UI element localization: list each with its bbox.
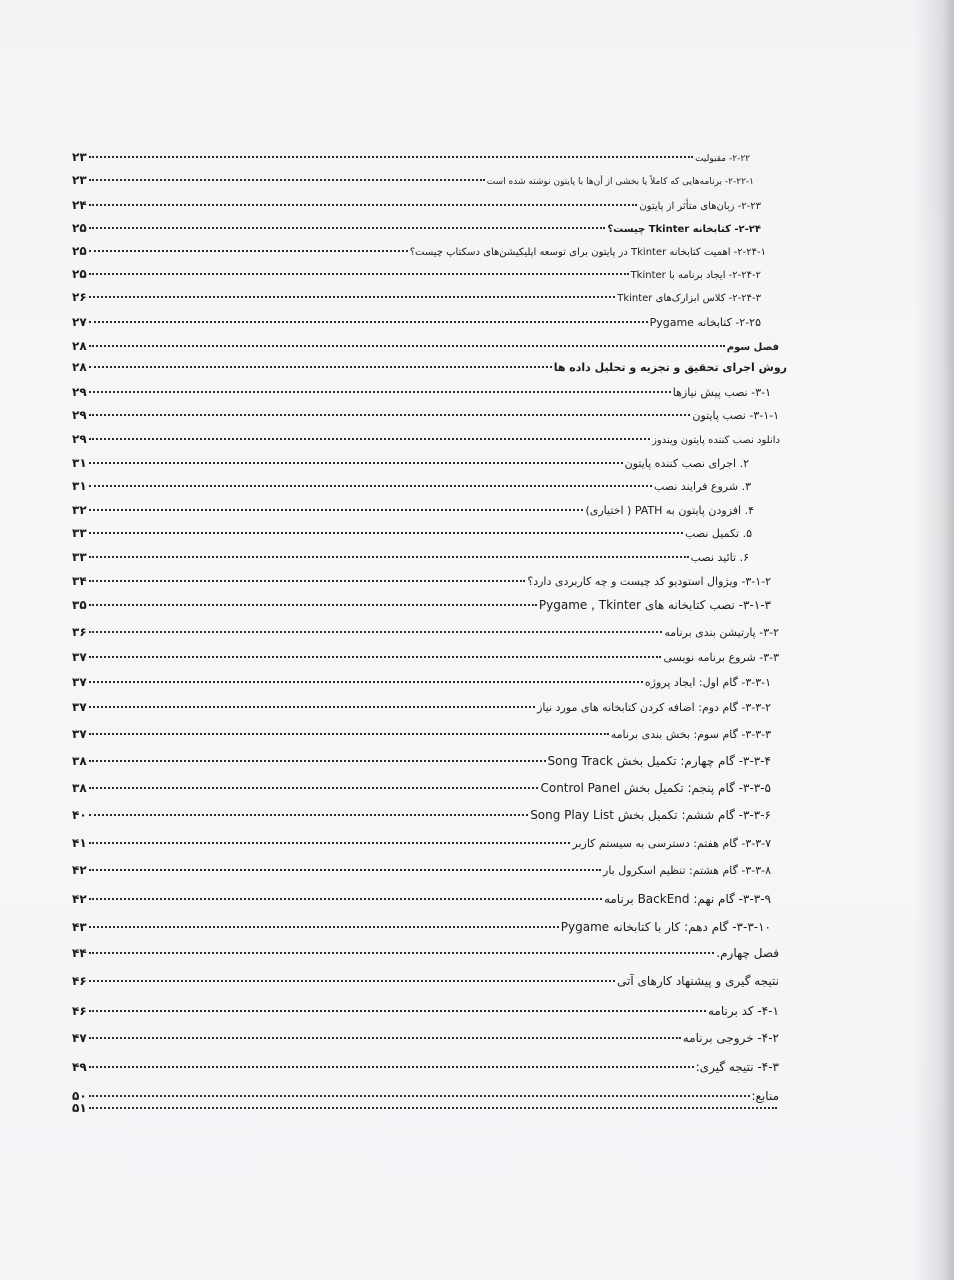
toc-leader-dots (89, 1095, 750, 1097)
toc-entry-title: ۳-۳-۱۰- گام دهم: کار با کتابخانه Pygame (560, 920, 771, 934)
toc-entry (72, 675, 771, 693)
toc-leader-dots (89, 156, 693, 158)
toc-page-number: ۳۸ (72, 754, 87, 768)
toc-entry (72, 598, 771, 616)
toc-entry (72, 198, 761, 216)
toc-entry (72, 267, 761, 285)
toc-leader-dots (89, 980, 615, 982)
toc-leader-dots (89, 681, 643, 683)
toc-entry-title: ۳-۳-۲- گام دوم: اضافه کردن کتابخانه های مورد نیاز (537, 701, 771, 714)
toc-leader-dots (89, 273, 629, 275)
toc-entry (72, 221, 761, 239)
toc-entry (72, 1101, 779, 1119)
toc-entry (72, 946, 779, 964)
toc-page-number: ۳۲ (72, 503, 87, 517)
toc-entry-title: ۲-۲۴- کتابخانه Tkinter چیست؟ (607, 224, 761, 235)
toc-entry (72, 727, 771, 745)
toc-leader-dots (89, 1107, 777, 1109)
toc-page-number: ۴۶ (72, 974, 87, 988)
toc-entry (72, 625, 779, 643)
toc-page-number: ۵۱ (72, 1101, 87, 1115)
toc-leader-dots (89, 926, 559, 928)
toc-page-number: ۴۹ (72, 1060, 87, 1074)
toc-leader-dots (89, 296, 616, 298)
toc-leader-dots (89, 1010, 706, 1012)
toc-entry-title: فصل سوم (726, 342, 779, 353)
toc-entry (72, 479, 751, 497)
toc-entry (72, 836, 771, 854)
toc-page-number: ۳۷ (72, 700, 87, 714)
toc-leader-dots (89, 250, 408, 252)
toc-page-number: ۲۹ (72, 385, 87, 399)
toc-entry-title: ۳. شروع فرایند نصب (653, 480, 751, 493)
toc-entry-title: ۲-۲۴-۱- اهمیت کتابخانه Tkinter در پایتون برای توسعه اپلیکیشن‌های دسکتاپ چیست؟ (409, 247, 766, 258)
toc-page-number: ۳۵ (72, 598, 87, 612)
toc-page-number: ۲۸ (72, 360, 87, 374)
toc-entry (72, 1060, 779, 1078)
toc-leader-dots (89, 414, 691, 416)
toc-leader-dots (89, 898, 602, 900)
toc-leader-dots (89, 869, 601, 871)
toc-page-number: ۲۸ (72, 339, 87, 353)
toc-leader-dots (89, 952, 715, 954)
toc-entry-title: ۳-۲- پارتیشن بندی برنامه (664, 626, 779, 639)
toc-entry (72, 574, 771, 592)
toc-leader-dots (89, 462, 623, 464)
toc-entry (72, 700, 771, 718)
toc-leader-dots (89, 509, 584, 511)
toc-page-number: ۲۶ (72, 290, 87, 304)
toc-entry-title: دانلود نصب کننده پایتون ویندوز (652, 435, 780, 446)
toc-page-number: ۲۴ (72, 198, 87, 212)
toc-page-number: ۴۷ (72, 1031, 87, 1045)
toc-page-number: ۲۳ (72, 173, 87, 187)
toc-page-number: ۴۱ (72, 836, 87, 850)
toc-page-number: ۳۷ (72, 650, 87, 664)
toc-entry-title: ۴. افزودن پایتون به PATH ( اختیاری) (585, 504, 754, 517)
toc-leader-dots (89, 760, 546, 762)
toc-page-number: ۴۶ (72, 1004, 87, 1018)
toc-page-number: ۳۸ (72, 781, 87, 795)
toc-entry-title: ۶. تائید نصب (690, 551, 749, 564)
toc-entry-title: فصل چهارم. (716, 946, 779, 960)
toc-entry-title: ۲-۲۵- کتابخانه Pygame (649, 316, 761, 329)
toc-leader-dots (89, 814, 529, 816)
toc-page-number: ۳۷ (72, 727, 87, 741)
toc-leader-dots (89, 227, 606, 229)
toc-leader-dots (89, 706, 535, 708)
toc-entry (72, 385, 771, 403)
toc-page-number: ۲۵ (72, 267, 87, 281)
toc-leader-dots (89, 631, 663, 633)
toc-entry (72, 754, 771, 772)
toc-entry (72, 290, 761, 308)
toc-page-number: ۴۰ (72, 808, 87, 822)
toc-entry-title: ۳-۳-۸- گام هشتم: تنظیم اسکرول بار (603, 864, 771, 877)
toc-leader-dots (89, 556, 689, 558)
toc-entry (72, 408, 779, 426)
toc-entry-title: ۳-۱- نصب پیش نیازها (672, 386, 771, 399)
toc-entry (72, 360, 787, 378)
toc-entry-title: ۳-۳-۳- گام سوم: بخش بندی برنامه (610, 728, 771, 741)
toc-page-number: ۳۶ (72, 625, 87, 639)
toc-leader-dots (89, 391, 671, 393)
toc-page-number: ۵۰ (72, 1089, 87, 1103)
toc-entry-title: ۴-۳- نتیجه گیری: (695, 1060, 779, 1074)
toc-leader-dots (89, 438, 650, 440)
toc-entry (72, 863, 771, 881)
toc-entry-title: ۳-۳-۹- گام نهم: BackEnd برنامه (603, 892, 771, 906)
toc-entry-title: ۳-۳- شروع برنامه نویسی (663, 651, 779, 664)
toc-entry (72, 150, 750, 168)
toc-leader-dots (89, 842, 571, 844)
toc-entry-title: ۳-۱-۲- ویژوال استودیو کد چیست و چه کاربردی دارد؟ (527, 575, 771, 588)
toc-entry (72, 550, 749, 568)
toc-entry-title: ۵. تکمیل نصب (685, 527, 752, 540)
toc-page-number: ۴۴ (72, 946, 87, 960)
toc-entry-title: ۳-۱-۳- نصب کتابخانه های Pygame , Tkinter (538, 598, 771, 612)
toc-page-number: ۳۴ (72, 574, 87, 588)
toc-entry (72, 503, 754, 521)
toc-page-number: ۴۲ (72, 892, 87, 906)
toc-entry (72, 650, 779, 668)
toc-leader-dots (89, 1066, 694, 1068)
toc-leader-dots (89, 345, 725, 347)
toc-leader-dots (89, 366, 552, 368)
toc-entry (72, 892, 771, 910)
toc-entry (72, 244, 766, 262)
toc-entry (72, 1031, 779, 1049)
toc-entry (72, 808, 771, 826)
toc-leader-dots (89, 532, 683, 534)
toc-entry (72, 781, 771, 799)
toc-page-number: ۴۲ (72, 863, 87, 877)
toc-entry (72, 920, 771, 938)
toc-page-number: ۳۷ (72, 675, 87, 689)
toc-entry (72, 1004, 779, 1022)
toc-entry-title: ۲-۲۲-۱- برنامه‌هایی که کاملاً یا بخشی از آن‌ها با پایتون نوشته شده است (486, 177, 754, 187)
toc-entry-title: ۳-۳-۶- گام ششم: تکمیل بخش Song Play List (530, 808, 771, 822)
toc-leader-dots (89, 485, 652, 487)
toc-entry-title: ۴-۲- خروجی برنامه (682, 1031, 779, 1045)
toc-entry-title: ۲-۲۳- زبان‌های متأثر از پایتون (639, 201, 761, 212)
toc-leader-dots (89, 733, 609, 735)
toc-page-number: ۲۹ (72, 408, 87, 422)
toc-entry (72, 339, 779, 357)
toc-entry-title: ۲. اجرای نصب کننده پایتون (624, 457, 749, 470)
toc-leader-dots (89, 604, 537, 606)
toc-entry-title: ۳-۳-۵- گام پنجم: تکمیل بخش Control Panel (540, 781, 771, 795)
toc-page-number: ۲۷ (72, 315, 87, 329)
toc-entry-title: منابع: (751, 1089, 779, 1103)
toc-page-number: ۳۳ (72, 526, 87, 540)
toc-page-number: ۳۱ (72, 456, 87, 470)
toc-entry-title: ۴-۱- کد برنامه (707, 1004, 779, 1018)
toc-leader-dots (89, 1037, 681, 1039)
toc-leader-dots (89, 321, 648, 323)
toc-entry-title: ۲-۲۴-۳- کلاس ابزارک‌های Tkinter (617, 293, 761, 304)
toc-page-number: ۳۳ (72, 550, 87, 564)
toc-page-number: ۳۱ (72, 479, 87, 493)
toc-entry-title: ۲-۲۲- مقبولیت (695, 154, 750, 164)
toc-entry (72, 432, 780, 450)
toc-entry (72, 456, 749, 474)
toc-page-number: ۲۹ (72, 432, 87, 446)
toc-entry (72, 974, 779, 992)
toc-leader-dots (89, 204, 638, 206)
toc-entry-title: نتیجه گیری و پیشنهاد کارهای آتی (616, 974, 779, 988)
toc-leader-dots (89, 580, 526, 582)
toc-entry-title: ۳-۱-۱- نصب پایتون (692, 409, 779, 422)
toc-page-number: ۲۵ (72, 244, 87, 258)
toc-entry-title: ۲-۲۴-۲- ایجاد برنامه با Tkinter (630, 270, 761, 281)
toc-entry (72, 315, 761, 333)
toc-entry-title: روش اجرای تحقیق و تجزیه و تحلیل داده ها (553, 361, 787, 374)
toc-entry-title: ۳-۳-۱- گام اول: ایجاد پروژه (644, 676, 771, 689)
toc-leader-dots (89, 179, 485, 181)
toc-page-number: ۲۳ (72, 150, 87, 164)
toc-entry-title: ۳-۳-۴- گام چهارم: تکمیل بخش Song Track (547, 754, 771, 768)
toc-page-number: ۲۵ (72, 221, 87, 235)
toc-page-number: ۴۳ (72, 920, 87, 934)
toc-entry-title: ۳-۳-۷- گام هفتم: دسترسی به سیستم کاربر (572, 837, 771, 850)
toc-leader-dots (89, 656, 662, 658)
toc-entry (72, 526, 752, 544)
toc-entry (72, 173, 754, 191)
toc-leader-dots (89, 787, 539, 789)
